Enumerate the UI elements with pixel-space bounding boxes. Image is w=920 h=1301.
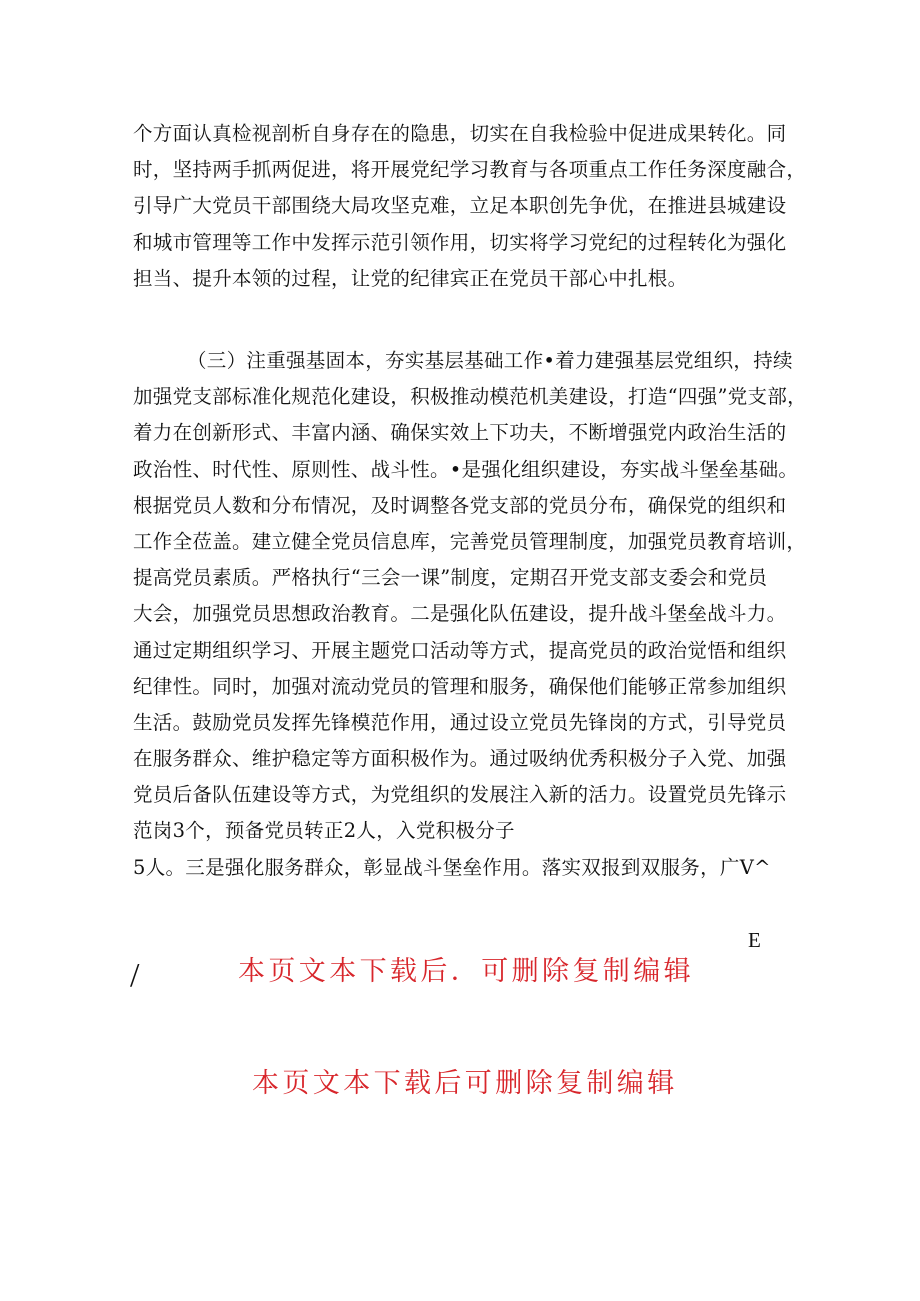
text-line: 在服务群众、维护稳定等方面积极作为。通过吸纳优秀积极分子入党、加强 <box>133 747 787 771</box>
text-line: 担当、提升本领的过程，让党的纪律宾正在党员干部心中扎根。 <box>133 266 688 290</box>
text-line: 大会，加强党员思想政治教育。二是强化队伍建设，提升战斗堡垒战斗力。 <box>133 602 787 626</box>
text-line: 政治性、时代性、原则性、战斗性。•是强化组织建设，夯实战斗堡垒基础。 <box>133 457 799 481</box>
watermark-notice: 本页文本下载后可删除复制编辑 <box>252 1068 678 1099</box>
text-line: 纪律性。同时，加强对流动党员的管理和服务，确保他们能够正常参加组织 <box>133 674 787 698</box>
text-line: 加强党支部标准化规范化建设，积极推动模范机美建设，打造“四强”党支部， <box>133 385 807 409</box>
paragraph-1 <box>133 116 807 297</box>
text-line: 提高党员素质。严格执行“三会一课”制度，定期召开党支部支委会和党员 <box>133 566 768 590</box>
text-line: 个方面认真检视剖析自身存在的隐患，切实在自我检验中促进成果转化。同 <box>133 122 787 145</box>
paragraph-2 <box>133 343 807 886</box>
section-heading-line: （三）注重强基固本，夯实基层基础工作•着力建强基层党组织，持续 <box>187 349 793 372</box>
text-line: 根据党员人数和分布情况，及时调整各党支部的党员分布，确保党的组织和 <box>133 493 787 517</box>
slash-mark: / <box>130 957 140 994</box>
text-line: 引导广大党员干部围绕大局攻坚克难，立足本职创先争优，在推进县城建设 <box>133 194 787 218</box>
text-line: 和城市管理等工作中发挥示范引领作用，切实将学习党纪的过程转化为强化 <box>133 230 787 254</box>
text-line: 着力在创新形式、丰富内涵、确保实效上下功夫，不断增强党内政治生活的 <box>133 421 787 445</box>
stray-letter: E <box>748 928 761 952</box>
watermark-notice: 本页文本下载后．可删除复制编辑 <box>238 956 694 987</box>
text-line: 生活。鼓励党员发挥先锋模范作用，通过设立党员先锋岗的方式，引导党员 <box>133 710 787 734</box>
text-line: 范岗3个，预备党员转正2人，入党积极分子 <box>133 819 515 843</box>
text-line: 工作全莅盖。建立健全党员信息库，完善党员管理制度，加强党员教育培训， <box>133 529 807 553</box>
text-line: 党员后备队伍建设等方式，为党组织的发展注入新的活力。设置党员先锋示 <box>133 783 787 807</box>
text-line: 5人。三是强化服务群众，彰显战斗堡垒作用。落实双报到双服务，广V^ <box>133 855 771 879</box>
text-line: 通过定期组织学习、开展主题党口活动等方式，提高党员的政治觉悟和组织 <box>133 638 787 662</box>
text-line: 时，坚持两手抓两促进，将开展党纪学习教育与各项重点工作任务深度融合， <box>133 158 807 182</box>
